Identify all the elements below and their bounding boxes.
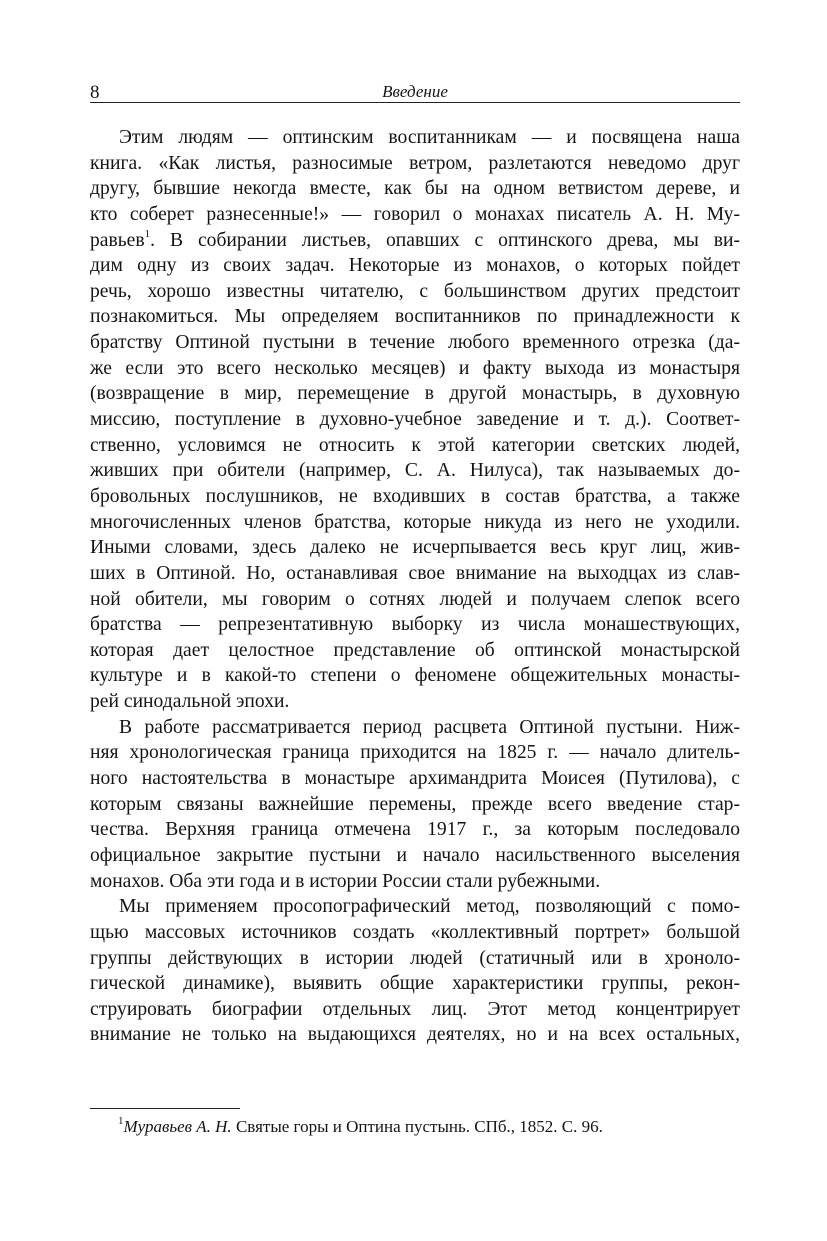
text-line: группы действующих в истории людей (статичный или в хроноло- [90,947,740,969]
text-line: няя хронологическая граница приходится на 1825 г. — начало длитель- [90,742,740,764]
footnote-text: Святые горы и Оптина пустынь. СПб., 1852. С. 96. [231,1117,603,1136]
running-title: Введение [382,82,448,101]
footnote-reference[interactable]: 1 [144,228,151,241]
text-line: культуре и в какой-то степени о феномене общежительных монасты- [90,665,740,687]
text-line: кто соберет разнесенные!» — говорил о монахах писатель А. Н. Му- [90,203,740,225]
text-line: которым связаны важнейшие перемены, прежде всего введение стар- [90,793,740,815]
body-text [90,125,740,1048]
text-line: официальное закрытие пустыни и начало насильственного выселения [90,844,740,866]
text-line-with-footnote [90,228,740,254]
text-line: ной обители, мы говорим о сотнях людей и получаем слепок всего [90,588,740,610]
page-number: 8 [90,82,100,103]
text-line: струировать биографии отдельных лиц. Этот метод концентрирует [90,998,740,1020]
text-line: Этим людям — оптинским воспитанникам — и посвящена наша [119,127,740,148]
text-fragment: равьев [90,229,145,251]
text-line: которая дает целостное представление об оптинской монастырской [90,639,740,661]
text-line: рей синодальной эпохи. [90,691,290,713]
text-fragment: . В собирании листьев, опавших с оптинского древа, мы ви- [150,229,740,251]
footnote-divider [90,1108,240,1109]
text-line: братства — репрезентативную выборку из числа монашествующих, [90,614,740,636]
text-line: же если это всего несколько месяцев) и факту выхода из монастыря [90,357,740,379]
text-line: ного настоятельства в монастыре архимандрита Моисея (Путилова), с [90,768,740,790]
text-line: миссию, поступление в духовно-учебное заведение и т. д.). Соответ- [90,409,740,431]
footnote-number: 1 [118,1115,124,1128]
text-line: В работе рассматривается период расцвета Оптиной пустыни. Ниж- [119,716,740,738]
text-line: внимание не только на выдающихся деятелях, но и на всех остальных, [90,1024,740,1046]
text-line: (возвращение в мир, перемещение в другой монастырь, в духовную [90,383,740,405]
text-line: Иными словами, здесь далеко не исчерпывается весь круг лиц, жив- [90,537,740,559]
text-line: дим одну из своих задач. Некоторые из монахов, о которых пойдет [90,255,740,277]
text-line: книга. «Как листья, разносимые ветром, разлетаются неведомо друг [90,152,740,174]
text-line: Мы применяем просопографический метод, позволяющий с помо- [119,896,740,918]
text-line: бровольных послушников, не входивших в состав братства, а также [90,485,740,507]
page-header [90,80,740,103]
text-line: щью массовых источников создать «коллективный портрет» большой [90,921,740,943]
text-line: ственно, условимся не относить к этой категории светских людей, [90,434,740,456]
text-line: ших в Оптиной. Но, останавливая свое внимание на выходцах из слав- [90,562,740,584]
text-line: гической динамике), выявить общие характеристики группы, рекон- [90,973,740,995]
text-line: многочисленных членов братства, которые никуда из него не уходили. [90,511,740,533]
text-line: другу, бывшие некогда вместе, как бы на одном ветвистом дереве, и [90,178,740,200]
text-line: живших при обители (например, С. А. Нилуса), так называемых до- [90,460,740,482]
text-line: познакомиться. Мы определяем воспитанников по принадлежности к [90,306,740,328]
text-line: братству Оптиной пустыни в течение любого временного отрезка (да- [90,332,740,354]
footnote [118,1117,603,1137]
text-line: чества. Верхняя граница отмечена 1917 г., за которым последовало [90,819,740,841]
text-line: речь, хорошо известны читателю, с большинством других предстоит [90,280,740,302]
text-line: монахов. Оба эти года и в истории России стали рубежными. [90,870,601,892]
footnote-author: Муравьев А. Н. [123,1117,232,1136]
